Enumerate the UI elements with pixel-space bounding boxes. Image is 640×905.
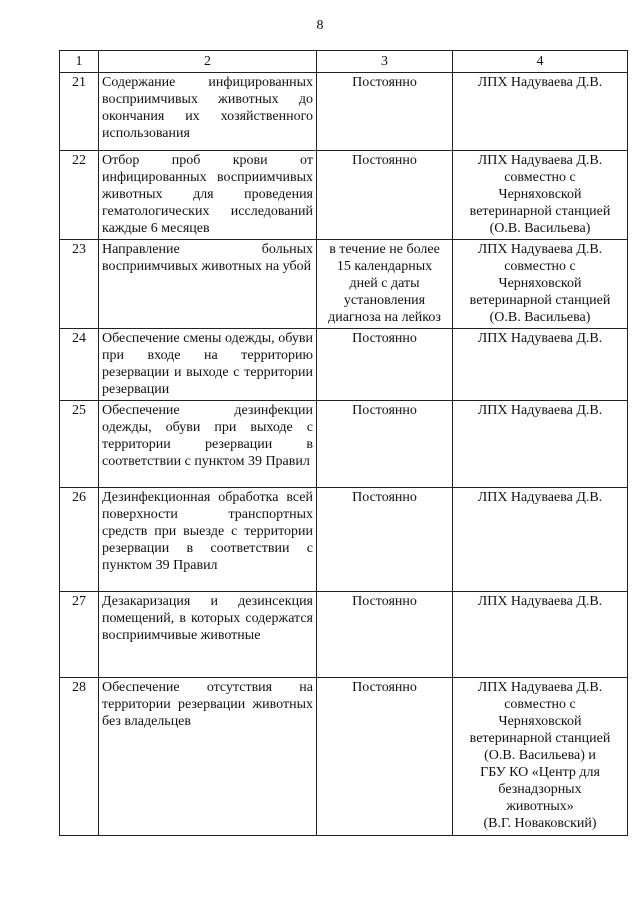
row-number: 27 [60, 592, 99, 678]
measure-text: Дезинфекционная обработка всей поверхности транспортных средств при выезде с территории резервации в соответствии с пунктом 39 Правил [99, 488, 317, 592]
table-header-row [60, 51, 628, 73]
period-text: Постоянно [317, 678, 453, 836]
responsible-text: ЛПХ Надуваева Д.В. [453, 488, 628, 592]
measure-text: Содержание инфицированных восприимчивых животных до окончания их хозяйственного использования [99, 73, 317, 151]
responsible-text: ЛПХ Надуваева Д.В. совместно с Черняховской ветеринарной станцией (О.В. Васильева) [453, 151, 628, 240]
responsible-text: ЛПХ Надуваева Д.В. совместно с Черняховской ветеринарной станцией (О.В. Васильева) и ГБУ КО «Центр для безнадзорных животных» (В.Г. Новаковский) [453, 678, 628, 836]
column-header: 1 [60, 51, 99, 73]
column-header: 4 [453, 51, 628, 73]
measure-text: Отбор проб крови от инфицированных восприимчивых животных для проведения гематологических исследований каждые 6 месяцев [99, 151, 317, 240]
measure-text: Обеспечение смены одежды, обуви при входе на территорию резервации и выходе с территории резервации [99, 329, 317, 401]
measure-text: Направление больных восприимчивых животных на убой [99, 240, 317, 329]
responsible-text: ЛПХ Надуваева Д.В. [453, 329, 628, 401]
row-number: 24 [60, 329, 99, 401]
responsible-text: ЛПХ Надуваева Д.В. [453, 73, 628, 151]
period-text: Постоянно [317, 592, 453, 678]
table-row [60, 151, 628, 240]
responsible-text: ЛПХ Надуваева Д.В. [453, 592, 628, 678]
column-header: 3 [317, 51, 453, 73]
row-number: 22 [60, 151, 99, 240]
table-row [60, 592, 628, 678]
period-text: Постоянно [317, 401, 453, 488]
table-row [60, 401, 628, 488]
table-row [60, 329, 628, 401]
table-row [60, 240, 628, 329]
responsible-text: ЛПХ Надуваева Д.В. [453, 401, 628, 488]
column-header: 2 [99, 51, 317, 73]
row-number: 25 [60, 401, 99, 488]
period-text: в течение не более 15 календарных дней с даты установления диагноза на лейкоз [317, 240, 453, 329]
period-text: Постоянно [317, 329, 453, 401]
measures-table [59, 50, 628, 836]
table-row [60, 488, 628, 592]
period-text: Постоянно [317, 488, 453, 592]
period-text: Постоянно [317, 73, 453, 151]
responsible-text: ЛПХ Надуваева Д.В. совместно с Черняховской ветеринарной станцией (О.В. Васильева) [453, 240, 628, 329]
page-number: 8 [316, 18, 324, 33]
row-number: 23 [60, 240, 99, 329]
measure-text: Обеспечение отсутствия на территории резервации животных без владельцев [99, 678, 317, 836]
row-number: 28 [60, 678, 99, 836]
row-number: 26 [60, 488, 99, 592]
period-text: Постоянно [317, 151, 453, 240]
table-row [60, 73, 628, 151]
measure-text: Дезакаризация и дезинсекция помещений, в которых содержатся восприимчивые животные [99, 592, 317, 678]
table-row [60, 678, 628, 836]
measure-text: Обеспечение дезинфекции одежды, обуви при выходе с территории резервации в соответствии с пунктом 39 Правил [99, 401, 317, 488]
row-number: 21 [60, 73, 99, 151]
